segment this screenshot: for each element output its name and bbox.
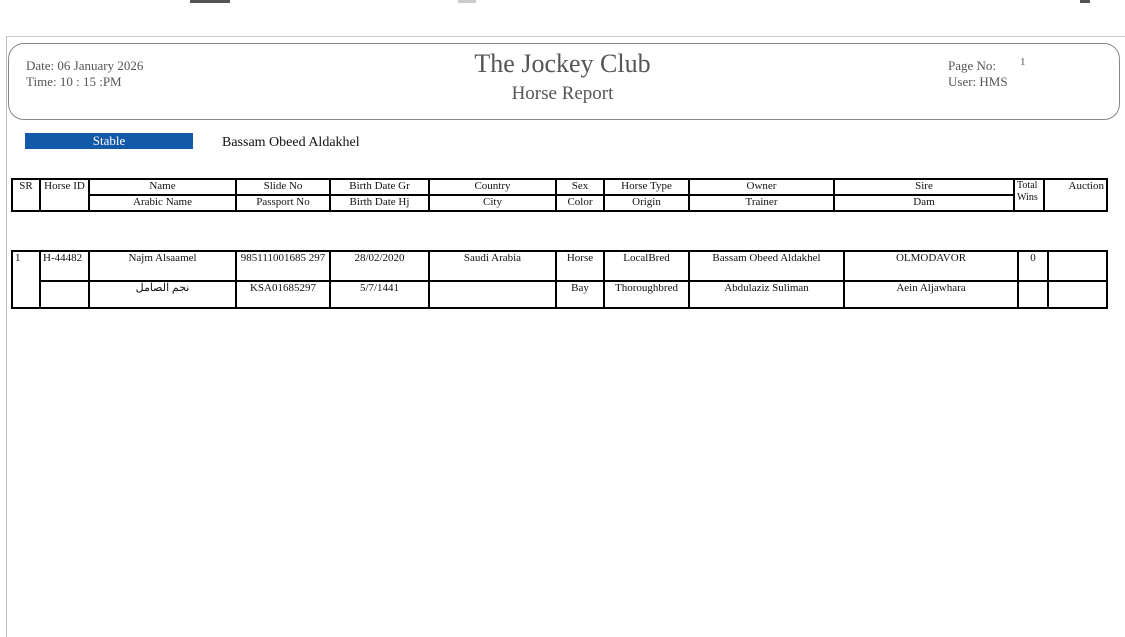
col-dam: Dam xyxy=(834,195,1014,211)
cell-total-wins: 0 xyxy=(1018,251,1048,281)
col-passport-no: Passport No xyxy=(236,195,330,211)
cell-sex: Horse xyxy=(556,251,604,281)
col-arabic-name: Arabic Name xyxy=(89,195,236,211)
col-owner: Owner xyxy=(689,179,834,195)
table-row xyxy=(12,281,1107,308)
col-slide-no: Slide No xyxy=(236,179,330,195)
stable-value: Bassam Obeed Aldakhel xyxy=(222,135,360,150)
cell-sr: 1 xyxy=(12,251,40,308)
col-sex: Sex xyxy=(556,179,604,195)
table-row xyxy=(12,251,1107,281)
col-name: Name xyxy=(89,179,236,195)
col-horse-type: Horse Type xyxy=(604,179,689,195)
stable-label: Stable xyxy=(25,133,193,149)
cell-trainer: Abdulaziz Suliman xyxy=(689,281,844,308)
cell-horse-id: H-44482 xyxy=(40,251,89,281)
cell-dam: Aein Aljawhara xyxy=(844,281,1018,308)
col-birth-date-hj: Birth Date Hj xyxy=(330,195,429,211)
cropped-mark xyxy=(458,0,476,3)
page-number: 1 xyxy=(1020,56,1026,68)
col-color: Color xyxy=(556,195,604,211)
cell-arabic-name: نجم الصامل xyxy=(89,281,236,308)
col-horse-id: Horse ID xyxy=(40,179,89,211)
cell-total-wins-2 xyxy=(1018,281,1048,308)
cell-auction-2 xyxy=(1048,281,1107,308)
cell-slide-no: 985111001685 297 xyxy=(236,251,330,281)
cell-birth-date-gr: 28/02/2020 xyxy=(330,251,429,281)
cropped-mark xyxy=(190,0,230,3)
cropped-mark xyxy=(1080,0,1090,3)
cell-country: Saudi Arabia xyxy=(429,251,556,281)
col-sr: SR xyxy=(12,179,40,211)
cell-birth-date-hj: 5/7/1441 xyxy=(330,281,429,308)
report-title: The Jockey Club xyxy=(474,49,651,78)
cell-color: Bay xyxy=(556,281,604,308)
cell-horse-id-2 xyxy=(40,281,89,308)
page-number-label: Page No: xyxy=(948,58,997,73)
report-subtitle: Horse Report xyxy=(511,83,614,104)
col-country: Country xyxy=(429,179,556,195)
horse-record-table xyxy=(11,250,1108,309)
col-birth-date-gr: Birth Date Gr xyxy=(330,179,429,195)
col-auction: Auction xyxy=(1044,179,1107,211)
cell-owner: Bassam Obeed Aldakhel xyxy=(689,251,844,281)
report-date: Date: 06 January 2026 xyxy=(26,58,144,73)
cell-auction xyxy=(1048,251,1107,281)
col-trainer: Trainer xyxy=(689,195,834,211)
cell-passport-no: KSA01685297 xyxy=(236,281,330,308)
cell-horse-type: LocalBred xyxy=(604,251,689,281)
report-time: Time: 10 : 15 :PM xyxy=(26,74,122,89)
col-origin: Origin xyxy=(604,195,689,211)
cell-sire: OLMODAVOR xyxy=(844,251,1018,281)
col-total-wins: Total Wins xyxy=(1014,179,1044,211)
cell-origin: Thoroughbred xyxy=(604,281,689,308)
cropped-top-strip xyxy=(0,0,1125,10)
col-sire: Sire xyxy=(834,179,1014,195)
report-user: User: HMS xyxy=(948,74,1008,89)
col-city: City xyxy=(429,195,556,211)
column-header-table xyxy=(11,178,1108,212)
report-frame xyxy=(6,36,1125,637)
cell-city xyxy=(429,281,556,308)
cell-name: Najm Alsaamel xyxy=(89,251,236,281)
